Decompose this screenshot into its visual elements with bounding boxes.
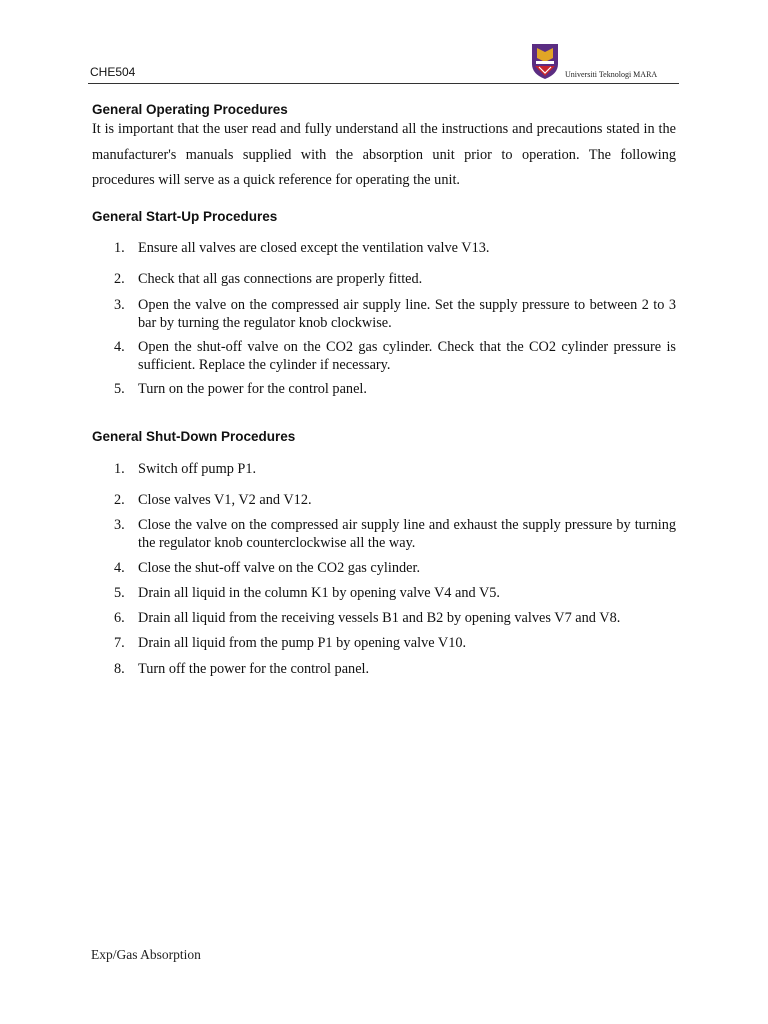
university-name: Universiti Teknologi MARA <box>565 70 658 79</box>
step-text: Ensure all valves are closed except the ventilation valve V13. <box>138 240 490 256</box>
step-text: Turn off the power for the control panel. <box>138 661 370 677</box>
step-text: Close the shut-off valve on the CO2 gas cylinder. <box>138 560 421 576</box>
step-number: 8. <box>114 661 125 677</box>
step-number: 3. <box>114 297 125 313</box>
shutdown-step-3 <box>114 517 676 552</box>
step-text: Close valves V1, V2 and V12. <box>138 492 312 508</box>
startup-step-1 <box>114 240 676 258</box>
step-number: 5. <box>114 585 125 601</box>
step-number: 2. <box>114 271 125 287</box>
shutdown-step-7 <box>114 635 676 653</box>
shutdown-step-5 <box>114 585 676 603</box>
page-header <box>88 40 679 84</box>
startup-step-5 <box>114 381 676 399</box>
header-divider <box>88 83 679 84</box>
shutdown-step-4 <box>114 560 676 578</box>
step-number: 2. <box>114 492 125 508</box>
step-text: Close the valve on the compressed air supply line and exhaust the supply pressure by turning the regulator knob counterclockwise all the way. <box>138 517 676 551</box>
university-logo-icon <box>529 42 561 80</box>
shutdown-step-2 <box>114 492 676 510</box>
step-number: 3. <box>114 517 125 533</box>
step-number: 6. <box>114 610 125 626</box>
startup-step-3 <box>114 297 676 332</box>
shutdown-step-6 <box>114 610 676 628</box>
step-text: Drain all liquid from the receiving vessels B1 and B2 by opening valves V7 and V8. <box>138 610 621 626</box>
page-footer: Exp/Gas Absorption <box>91 947 201 962</box>
step-number: 4. <box>114 560 125 576</box>
operating-procedures-heading: General Operating Procedures <box>92 102 288 117</box>
step-number: 1. <box>114 461 125 477</box>
step-text: Switch off pump P1. <box>138 461 257 477</box>
shutdown-step-1 <box>114 461 676 479</box>
step-number: 5. <box>114 381 125 397</box>
shutdown-procedures-heading: General Shut-Down Procedures <box>92 429 296 444</box>
startup-step-4 <box>114 339 676 374</box>
shutdown-step-8 <box>114 661 676 679</box>
startup-procedures-heading: General Start-Up Procedures <box>92 209 278 224</box>
step-text: Turn on the power for the control panel. <box>138 381 367 397</box>
step-text: Open the valve on the compressed air supply line. Set the supply pressure to between 2 to 3 bar by turning the regulator knob clockwise. <box>138 297 676 331</box>
step-number: 7. <box>114 635 125 651</box>
step-number: 1. <box>114 240 125 256</box>
course-code: CHE504 <box>90 65 136 79</box>
startup-step-2 <box>114 271 676 289</box>
step-text: Drain all liquid in the column K1 by opening valve V4 and V5. <box>138 585 501 601</box>
step-text: Check that all gas connections are properly fitted. <box>138 271 423 287</box>
step-text: Drain all liquid from the pump P1 by opening valve V10. <box>138 635 467 651</box>
step-number: 4. <box>114 339 125 355</box>
intro-paragraph: It is important that the user read and fully understand all the instructions and precautions stated in the manufacturer's manuals supplied with the absorption unit prior to operation. The following procedures will serve as a quick reference for operating the unit. <box>92 121 676 188</box>
step-text: Open the shut-off valve on the CO2 gas cylinder. Check that the CO2 cylinder pressure is sufficient. Replace the cylinder if necessary. <box>138 339 676 373</box>
